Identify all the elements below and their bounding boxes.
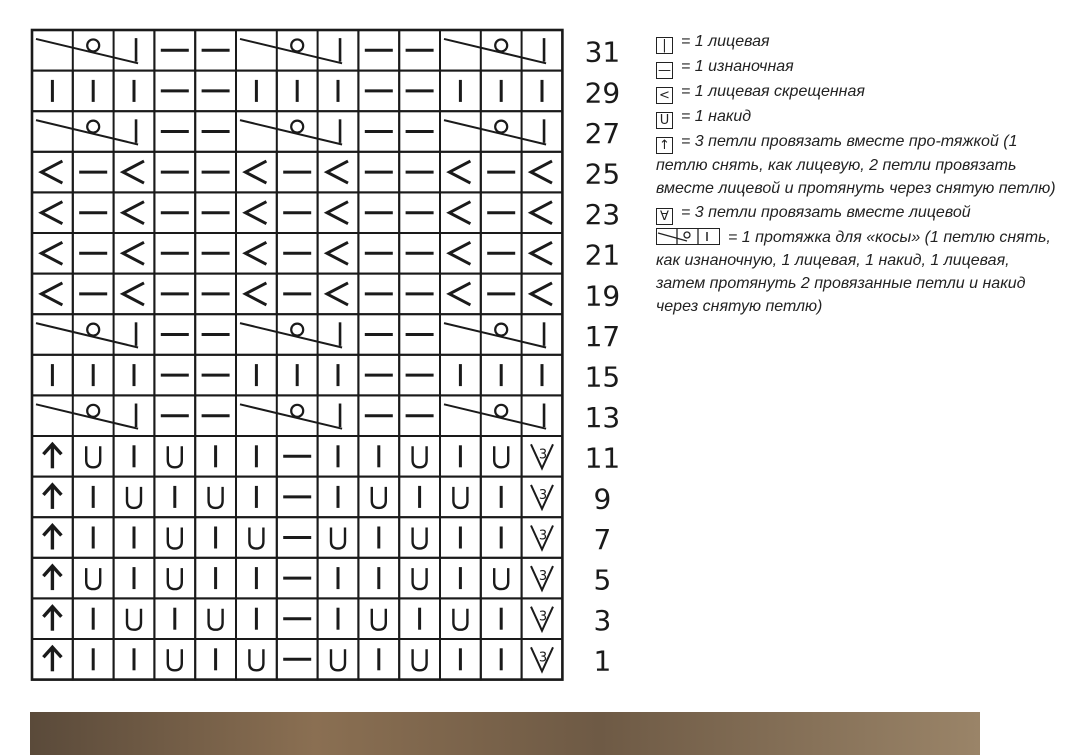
svg-text:3: 3 <box>538 569 548 585</box>
legend-item-cable-pull <box>656 226 1056 318</box>
svg-text:3: 3 <box>538 650 548 666</box>
row-number: 19 <box>584 279 621 313</box>
legend-item-yarn-over <box>656 105 1056 129</box>
legend-text: = 1 лицевая <box>681 33 770 50</box>
yarn-over-icon: U <box>656 112 673 129</box>
row-number: 1 <box>593 644 612 678</box>
legend-text: = 1 лицевая скрещенная <box>681 83 865 100</box>
legend-text: = 1 накид <box>681 108 752 125</box>
k3tog-icon: ∀ <box>656 208 673 225</box>
row-number: 21 <box>584 238 621 272</box>
legend-item-knit <box>656 30 1056 54</box>
row-number: 5 <box>593 563 612 597</box>
row-number: 23 <box>584 198 621 232</box>
row-number: 27 <box>584 116 621 150</box>
purl-icon: — <box>658 63 671 78</box>
row-number: 25 <box>584 157 621 191</box>
svg-text:3: 3 <box>538 487 548 503</box>
legend-item-k3tog <box>656 201 1056 225</box>
row-number: 31 <box>584 35 621 69</box>
legend <box>656 30 1056 319</box>
legend-text: = 1 изнаночная <box>681 58 794 75</box>
svg-text:3: 3 <box>538 528 548 544</box>
central-decrease-icon: ↑ <box>656 137 673 154</box>
bottom-photo-strip <box>30 712 980 755</box>
row-number: 29 <box>584 76 621 110</box>
legend-item-twisted-knit <box>656 80 1056 104</box>
legend-text: = 3 петли провязать вместе лицевой <box>681 204 971 221</box>
row-number: 3 <box>593 604 612 638</box>
legend-text: = 1 протяжка для «косы» (1 петлю снять, как изнаночную, 1 лицевая, 1 накид, 1 лицевая, затем протянуть 2 провязанные петли и накид через снятую петлю) <box>656 229 1051 315</box>
cable-pull-icon <box>656 228 720 245</box>
knit-icon: | <box>656 37 673 54</box>
legend-item-purl <box>656 55 1056 79</box>
row-number: 17 <box>584 319 621 353</box>
svg-text:3: 3 <box>538 609 548 625</box>
row-number: 13 <box>584 401 621 435</box>
svg-text:3: 3 <box>538 447 548 463</box>
twisted-knit-icon: < <box>656 87 673 104</box>
legend-item-central-decrease <box>656 130 1056 200</box>
row-number: 11 <box>584 441 621 475</box>
legend-text: = 3 петли провязать вместе про-тяжкой (1 петлю снять, как лицевую, 2 петли провязать вместе лицевой и протянуть через снятую петлю) <box>656 133 1056 197</box>
row-number: 9 <box>593 482 612 516</box>
row-number: 15 <box>584 360 621 394</box>
row-number: 7 <box>593 522 612 556</box>
